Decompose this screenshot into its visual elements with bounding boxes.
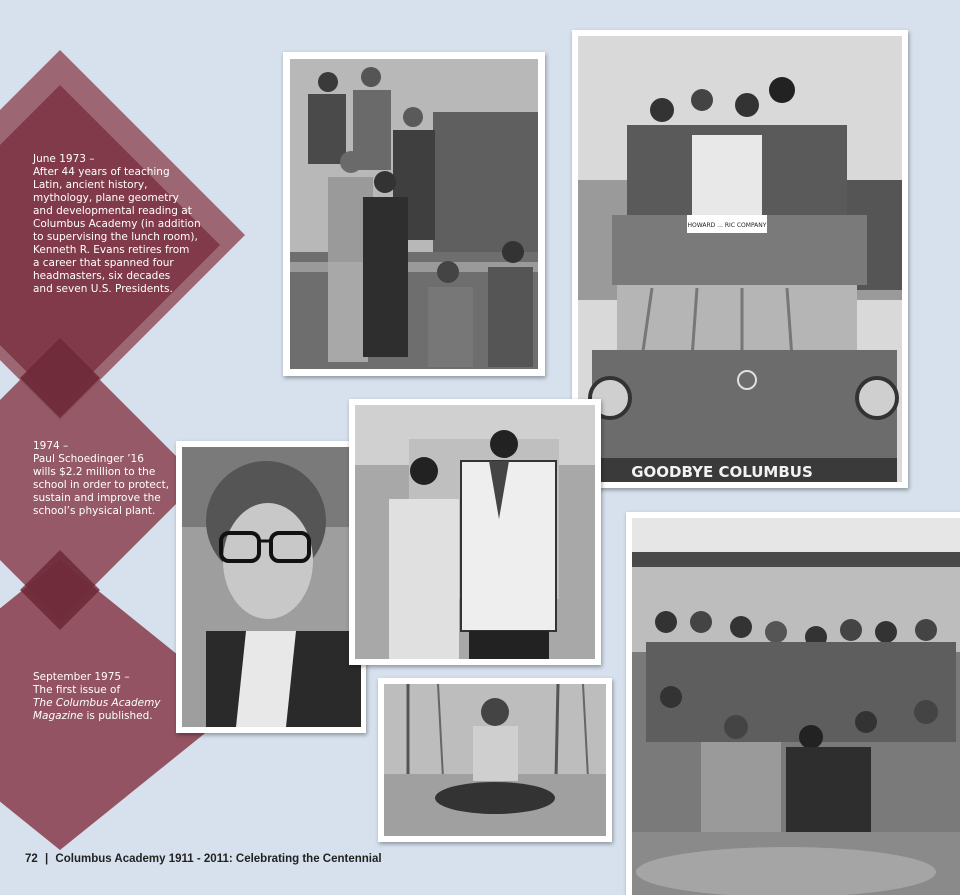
entry-line: headmasters, six decades xyxy=(33,270,171,282)
entry-line: a career that spanned four xyxy=(33,257,174,269)
photo-group-boys-image xyxy=(283,52,545,376)
entry-line: Kenneth R. Evans retires from xyxy=(33,244,190,256)
entry-line: school’s physical plant. xyxy=(33,505,156,517)
photo-group-waterfall-image xyxy=(626,512,960,895)
jeep-sign-text: GOODBYE COLUMBUS xyxy=(631,463,813,481)
entry-line: mythology, plane geometry xyxy=(33,192,179,204)
entry-line: to supervising the lunch room), xyxy=(33,231,198,243)
page-number: 72 xyxy=(25,853,38,865)
entry-date: June 1973 – xyxy=(33,153,95,165)
page-footer xyxy=(25,853,386,865)
entry-line-last xyxy=(33,710,161,723)
book-title: Columbus Academy 1911 - 2011: Celebrating the Centennial xyxy=(55,853,382,865)
entry-line: After 44 years of teaching xyxy=(33,166,170,178)
entry-magazine-title: The Columbus Academy xyxy=(33,697,161,709)
jeep-plate-text: HOWARD ... RIC COMPANY xyxy=(687,222,767,229)
photo-group-boys xyxy=(283,52,545,376)
photo-sitting-boy-image xyxy=(378,678,612,842)
entry-line: wills $2.2 million to the xyxy=(33,466,156,478)
entry-line: Latin, ancient history, xyxy=(33,179,148,191)
entry-date: 1974 – xyxy=(33,440,69,452)
entry-line: sustain and improve the xyxy=(33,492,161,504)
entry-line: and seven U.S. Presidents. xyxy=(33,283,173,295)
entry-magazine-title-2: Magazine xyxy=(33,710,84,722)
timeline-entry-1975 xyxy=(33,671,161,723)
timeline-entry-1973 xyxy=(33,153,201,296)
footer-separator: | xyxy=(45,853,49,865)
photo-group-waterfall xyxy=(626,512,960,895)
photo-couple xyxy=(349,399,601,665)
photo-portrait-glasses-image xyxy=(176,441,366,733)
entry-date: September 1975 – xyxy=(33,671,130,683)
photo-couple-image xyxy=(349,399,601,665)
photo-jeep-image xyxy=(572,30,908,488)
photo-jeep xyxy=(572,30,908,488)
entry-line: Paul Schoedinger ’16 xyxy=(33,453,144,465)
entry-line: and developmental reading at xyxy=(33,205,192,217)
timeline-entry-1974 xyxy=(33,440,169,518)
photo-sitting-boy xyxy=(378,678,612,842)
entry-line: school in order to protect, xyxy=(33,479,170,491)
entry-tail: is published. xyxy=(83,710,153,722)
entry-line: Columbus Academy (in addition xyxy=(33,218,201,230)
photo-portrait-glasses xyxy=(176,441,366,733)
entry-line: The first issue of xyxy=(33,684,121,696)
